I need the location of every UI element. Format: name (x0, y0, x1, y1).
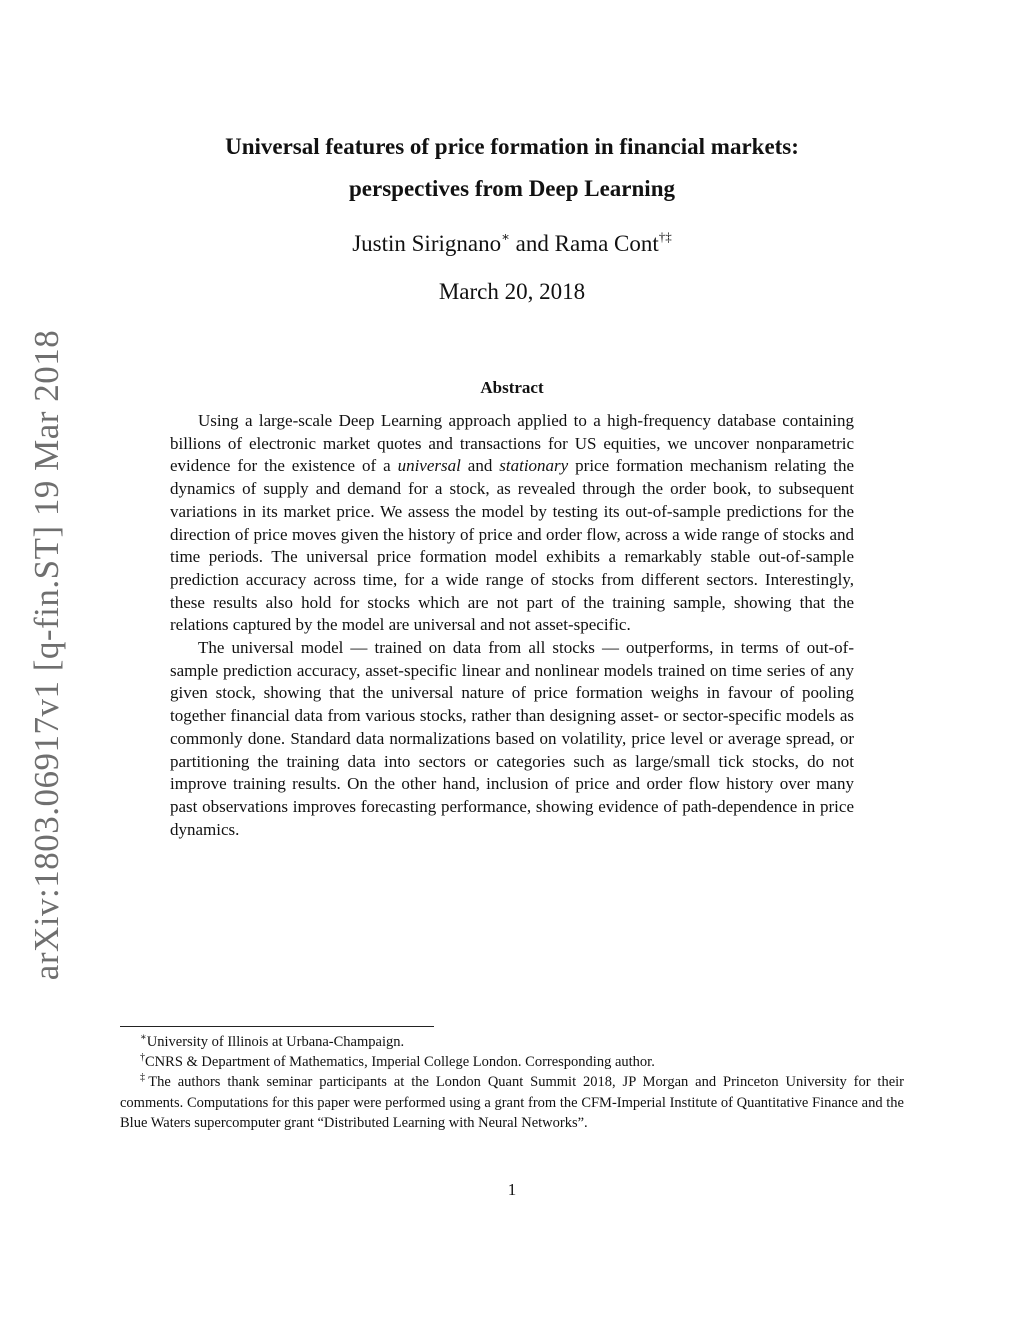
arxiv-identifier-text: arXiv:1803.06917v1 [q-fin.ST] 19 Mar 2018 (27, 329, 67, 981)
footnote-2-text: CNRS & Department of Mathematics, Imperial College London. Corresponding author. (145, 1054, 655, 1071)
author-name-1: Justin Sirignano (352, 231, 502, 256)
page-number: 1 (507, 1180, 517, 1199)
abstract-p1-text-a: Using a large-scale Deep Learning approach applied to a high-frequency database containing billions of electronic market quotes and transactions for US equities, we uncover nonparametric evidence for the existence of a (170, 411, 854, 476)
abstract-p1-emphasis-universal: universal (397, 456, 461, 476)
abstract-p1-text-c: price formation mechanism relating the dynamics of supply and demand for a stock, as revealed through the order book, to subsequent variations in its market price. We assess the model by testing its out-of-sample predictions for the direction of price moves given the history of price and order flow, across a wide range of stocks and time periods. The universal price formation model exhibits a remarkably stable out-of-sample prediction accuracy across time, for a wide range of stocks from different sectors. Interestingly, these results also hold for stocks which are not part of the training sample, showing that the relations captured by the model are universal and not asset-specific. (170, 456, 855, 635)
abstract-p1-text-b: and (460, 456, 500, 476)
abstract-p1-emphasis-stationary: stationary (499, 456, 569, 476)
paper-title-line-1: Universal features of price formation in financial markets: (225, 134, 799, 159)
author-2-footnote-marks: †‡ (658, 229, 672, 244)
footnotes (120, 1032, 904, 1133)
paper-title-line-2: perspectives from Deep Learning (349, 176, 675, 201)
footnote-3-mark: ‡ (140, 1072, 149, 1084)
paper-title (120, 126, 904, 210)
arxiv-identifier-stamp (2, 329, 92, 981)
footnote-2-mark: † (140, 1052, 145, 1064)
author-list (120, 229, 904, 259)
footnote-1-mark: ∗ (140, 1032, 147, 1043)
footnote-2 (120, 1052, 904, 1072)
abstract-paragraph-1 (170, 410, 854, 637)
footnote-1-text: University of Illinois at Urbana-Champaign. (146, 1034, 405, 1050)
abstract-body (170, 410, 854, 841)
author-name-2: Rama Cont (554, 231, 659, 256)
footnote-3-text: The authors thank seminar participants at the London Quant Summit 2018, JP Morgan and Princeton University for their comments. Computations for this paper were performed using a grant from the CFM-Imperial Institute of Quantitative Finance and the Blue Waters supercomputer grant “Distributed Learning with Neural Networks”. (120, 1074, 905, 1131)
publication-date: March 20, 2018 (438, 279, 586, 304)
footnote-3 (120, 1072, 904, 1133)
abstract-heading: Abstract (480, 378, 544, 397)
author-conjunction: and (509, 231, 555, 256)
author-1-footnote-mark: ∗ (501, 229, 510, 244)
footnote-divider (120, 1026, 434, 1027)
footnote-1 (120, 1032, 904, 1052)
abstract-paragraph-2: The universal model — trained on data from all stocks — outperforms, in terms of out-of-sample prediction accuracy, asset-specific linear and nonlinear models trained on time series of any given stock, showing that the universal nature of price formation weighs in favour of pooling together financial data from various stocks, rather than designing asset- or sector-specific models as commonly done. Standard data normalizations based on volatility, price level or average spread, or partitioning the training data into sectors or categories such as large/small tick stocks, do not improve training results. On the other hand, inclusion of price and order flow history over many past observations improves forecasting performance, showing evidence of path-dependence in price dynamics. (170, 638, 854, 839)
